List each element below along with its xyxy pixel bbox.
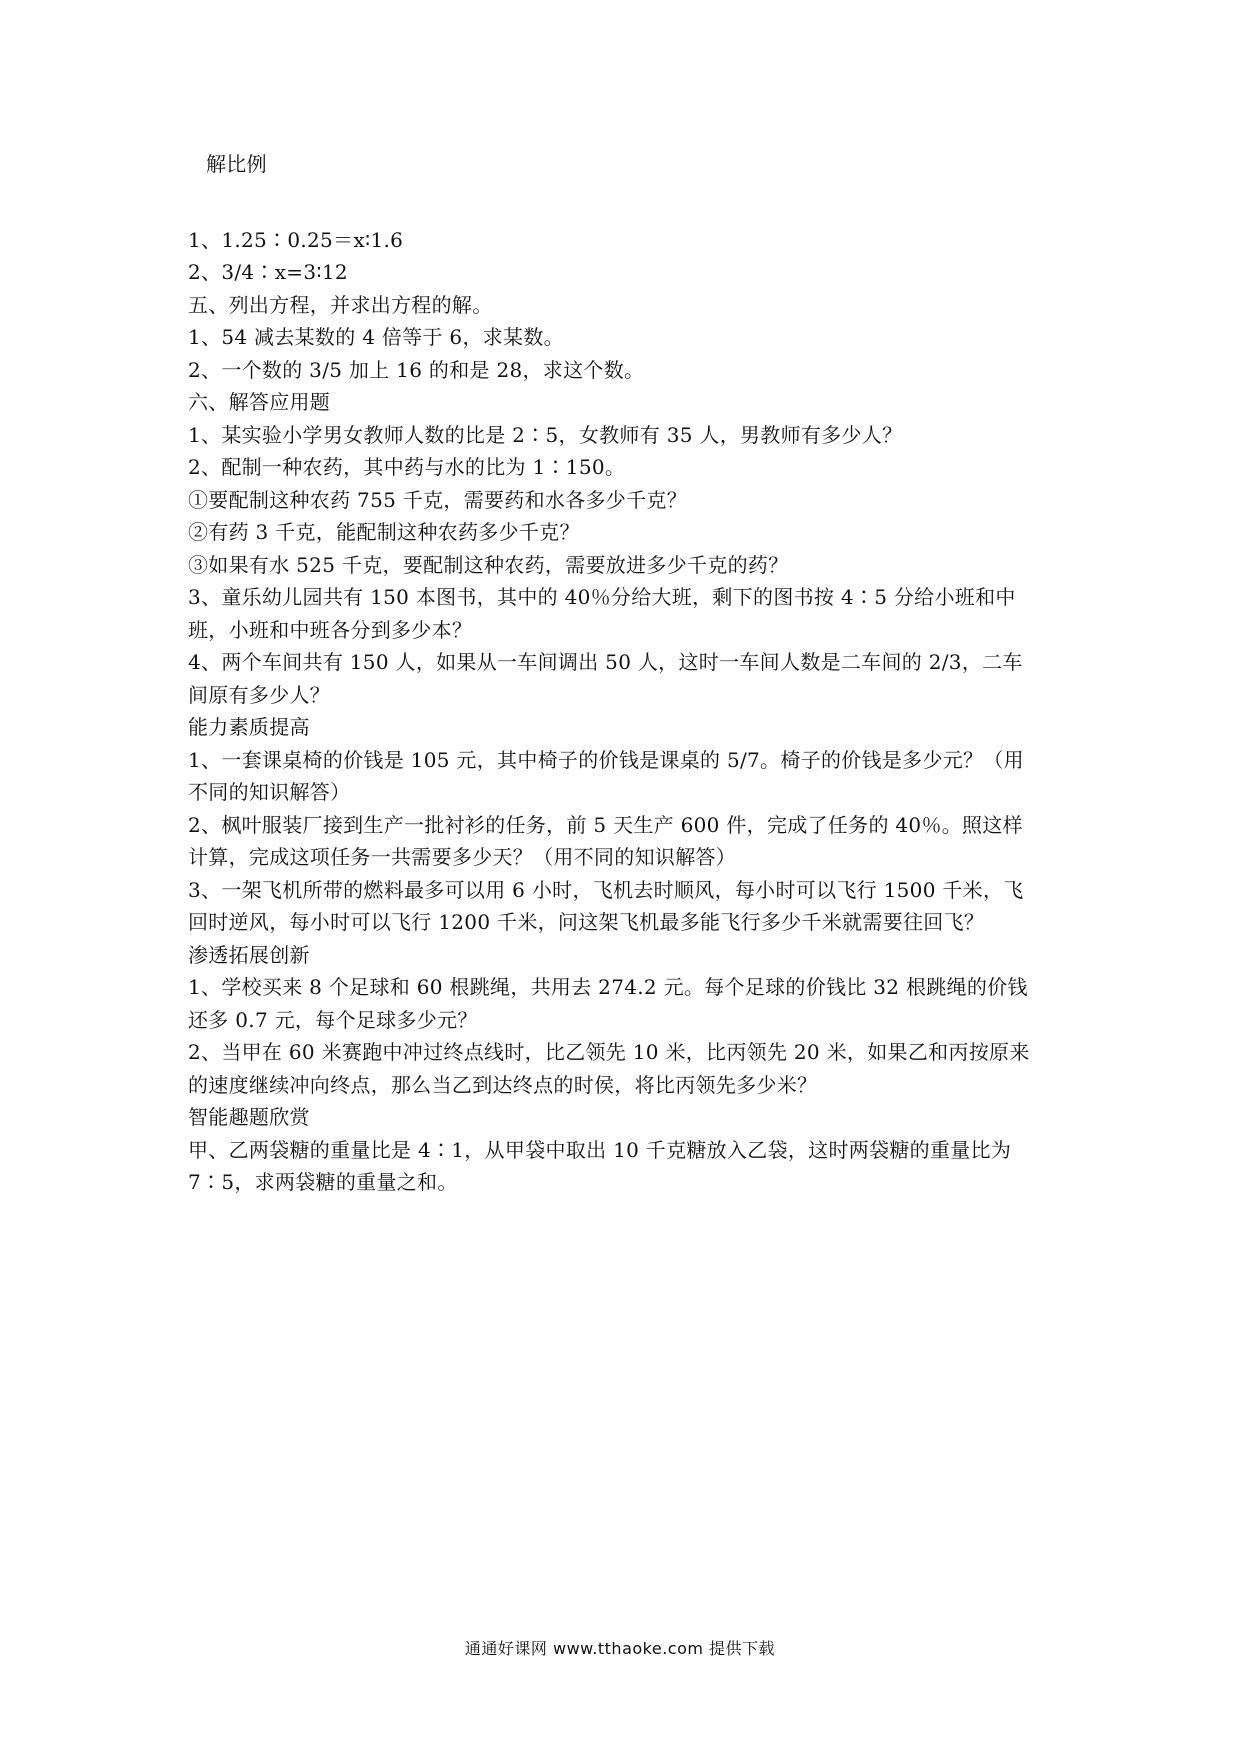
text-line: 2、枫叶服装厂接到生产一批衬衫的任务，前 5 天生产 600 件，完成了任务的 40％。照这样 bbox=[188, 812, 1023, 837]
section-heading: 能力素质提高 bbox=[188, 715, 310, 739]
text-line: 不同的知识解答） bbox=[188, 780, 351, 804]
text-line: 1、学校买来 8 个足球和 60 根跳绳，共用去 274.2 元。每个足球的价钱比 32 根跳绳的价钱 bbox=[188, 975, 1028, 999]
text-line: 1、1.25∶0.25＝x∶1.6 bbox=[188, 227, 404, 252]
text-line: 的速度继续冲向终点，那么当乙到达终点的时侯，将比丙领先多少米？ bbox=[188, 1072, 818, 1097]
text-line: 还多 0.7 元，每个足球多少元？ bbox=[188, 1007, 478, 1032]
text-line: 7∶5，求两袋糖的重量之和。 bbox=[188, 1170, 458, 1194]
text-line: 2、3/4∶x=3∶12 bbox=[188, 260, 348, 284]
text-line: 3、一架飞机所带的燃料最多可以用 6 小时，飞机去时顺风，每小时可以飞行 1500 千米，飞 bbox=[188, 877, 1024, 902]
text-line: 1、一套课桌椅的价钱是 105 元，其中椅子的价钱是课桌的 5/7。椅子的价钱是多少元？（用 bbox=[188, 747, 1024, 772]
text-line: 班，小班和中班各分到多少本？ bbox=[188, 617, 473, 642]
text-line: 2、当甲在 60 米赛跑中冲过终点线时，比乙领先 10 米，比丙领先 20 米，如果乙和丙按原来 bbox=[188, 1040, 1030, 1064]
section-heading: 渗透拓展创新 bbox=[188, 942, 310, 967]
text-line: 4、两个车间共有 150 人，如果从一车间调出 50 人，这时一车间人数是二车间的 2/3，二车 bbox=[188, 650, 1023, 674]
text-line: 甲、乙两袋糖的重量比是 4∶1，从甲袋中取出 10 千克糖放入乙袋，这时两袋糖的重量比为 bbox=[188, 1137, 1012, 1162]
text-line: 1、某实验小学男女教师人数的比是 2∶5，女教师有 35 人，男教师有多少人？ bbox=[188, 422, 903, 447]
page-footer: 通通好课网 www.tthaoke.com 提供下载 bbox=[464, 1639, 776, 1658]
text-line: ③如果有水 525 千克，要配制这种农药，需要放进多少千克的药？ bbox=[188, 552, 789, 577]
text-line: ②有药 3 千克，能配制这种农药多少千克？ bbox=[188, 520, 580, 544]
text-line: ①要配制这种农药 755 千克，需要药和水各多少千克？ bbox=[188, 487, 687, 512]
text-line: 回时逆风，每小时可以飞行 1200 千米，问这架飞机最多能飞行多少千米就需要往回飞？ bbox=[188, 910, 985, 934]
text-line: 1、54 减去某数的 4 倍等于 6，求某数。 bbox=[188, 325, 564, 349]
text-line: 计算，完成这项任务一共需要多少天？（用不同的知识解答） bbox=[188, 845, 737, 869]
section-heading: 六、解答应用题 bbox=[188, 390, 331, 414]
text-line: 2、一个数的 3/5 加上 16 的和是 28，求这个数。 bbox=[188, 357, 645, 382]
document-body bbox=[188, 148, 1068, 1199]
text-line: 3、童乐幼儿园共有 150 本图书，其中的 40％分给大班，剩下的图书按 4∶5 分给小班和中 bbox=[188, 585, 1016, 609]
section-heading: 五、列出方程，并求出方程的解。 bbox=[188, 292, 493, 317]
text-line: 2、配制一种农药，其中药与水的比为 1∶150。 bbox=[188, 455, 626, 479]
section-heading: 智能趣题欣赏 bbox=[188, 1105, 310, 1129]
text-line: 间原有多少人？ bbox=[188, 682, 331, 707]
section-title: 解比例 bbox=[206, 152, 267, 176]
